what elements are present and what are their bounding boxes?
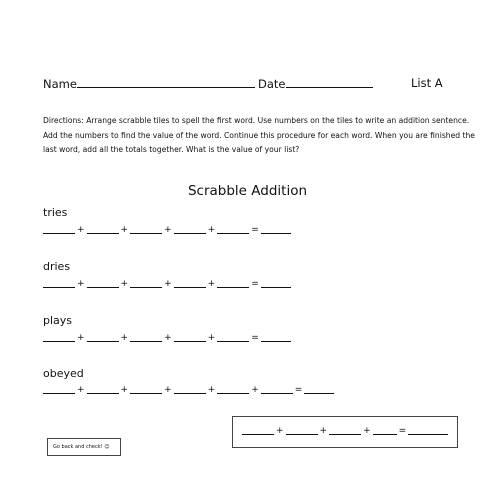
word-total-blank[interactable]	[329, 426, 361, 435]
name-label: Name	[43, 77, 77, 91]
tile-blank[interactable]	[87, 385, 119, 394]
plus-sign: +	[207, 279, 216, 289]
tile-blank[interactable]	[87, 225, 119, 234]
tile-blank[interactable]	[87, 279, 119, 288]
tile-blank[interactable]	[174, 225, 206, 234]
total-blank[interactable]	[261, 333, 291, 342]
date-label: Date	[258, 77, 286, 91]
plus-sign: +	[120, 279, 129, 289]
tile-blank[interactable]	[174, 279, 206, 288]
addition-sentence	[43, 333, 291, 342]
word-label: obeyed	[43, 367, 84, 380]
equals-sign: =	[251, 279, 259, 289]
plus-sign: +	[251, 385, 259, 395]
directions-text	[43, 114, 475, 158]
list-label: List A	[411, 76, 443, 90]
plus-sign: +	[77, 333, 85, 343]
grand-total-box	[232, 416, 458, 448]
tile-blank[interactable]	[217, 385, 249, 394]
plus-sign: +	[120, 225, 129, 235]
tile-blank[interactable]	[130, 225, 162, 234]
tile-blank[interactable]	[217, 279, 249, 288]
plus-sign: +	[207, 385, 216, 395]
total-blank[interactable]	[304, 385, 334, 394]
tile-blank[interactable]	[43, 279, 75, 288]
addition-sentence	[43, 225, 291, 234]
word-label: plays	[43, 314, 73, 327]
plus-sign: +	[207, 333, 216, 343]
total-blank[interactable]	[261, 225, 291, 234]
equals-sign: =	[294, 385, 303, 395]
word-label: dries	[43, 260, 71, 273]
tile-blank[interactable]	[217, 225, 249, 234]
total-blank[interactable]	[261, 279, 291, 288]
addition-sentence	[43, 279, 291, 288]
equals-sign: =	[398, 426, 407, 436]
tile-blank[interactable]	[130, 385, 162, 394]
date-blank[interactable]	[286, 76, 373, 88]
plus-sign: +	[319, 426, 328, 436]
check-reminder-box	[47, 438, 121, 456]
check-reminder-text: Go back and check! ☺	[53, 444, 110, 450]
directions-line: last word, add all the totals together. What is the value of your list?	[43, 145, 300, 154]
word-label: tries	[43, 206, 68, 219]
tile-blank[interactable]	[174, 385, 206, 394]
tile-blank[interactable]	[130, 279, 162, 288]
plus-sign: +	[120, 385, 129, 395]
word-total-blank[interactable]	[242, 426, 274, 435]
plus-sign: +	[120, 333, 129, 343]
plus-sign: +	[164, 385, 172, 395]
plus-sign: +	[77, 385, 85, 395]
directions-line: Directions: Arrange scrabble tiles to spell the first word. Use numbers on the tiles to write an addition sentence.	[43, 116, 470, 125]
name-blank[interactable]	[77, 76, 255, 88]
word-total-blank[interactable]	[373, 426, 397, 435]
tile-blank[interactable]	[261, 385, 293, 394]
tile-blank[interactable]	[43, 333, 75, 342]
grand-total-sentence	[242, 426, 448, 435]
equals-sign: =	[251, 225, 259, 235]
plus-sign: +	[77, 279, 85, 289]
plus-sign: +	[164, 225, 172, 235]
plus-sign: +	[77, 225, 85, 235]
tile-blank[interactable]	[87, 333, 119, 342]
tile-blank[interactable]	[43, 385, 75, 394]
name-line	[43, 76, 255, 91]
worksheet-title: Scrabble Addition	[187, 183, 308, 199]
date-line	[258, 76, 373, 91]
plus-sign: +	[207, 225, 216, 235]
directions-line: Add the numbers to find the value of the word. Continue this procedure for each word. When you are finished the	[43, 130, 475, 140]
tile-blank[interactable]	[43, 225, 75, 234]
tile-blank[interactable]	[217, 333, 249, 342]
addition-sentence	[43, 385, 334, 394]
grand-total-blank[interactable]	[408, 426, 448, 435]
equals-sign: =	[251, 333, 259, 343]
tile-blank[interactable]	[130, 333, 162, 342]
tile-blank[interactable]	[174, 333, 206, 342]
plus-sign: +	[164, 333, 172, 343]
plus-sign: +	[164, 279, 172, 289]
plus-sign: +	[363, 426, 371, 436]
plus-sign: +	[276, 426, 284, 436]
word-total-blank[interactable]	[286, 426, 318, 435]
